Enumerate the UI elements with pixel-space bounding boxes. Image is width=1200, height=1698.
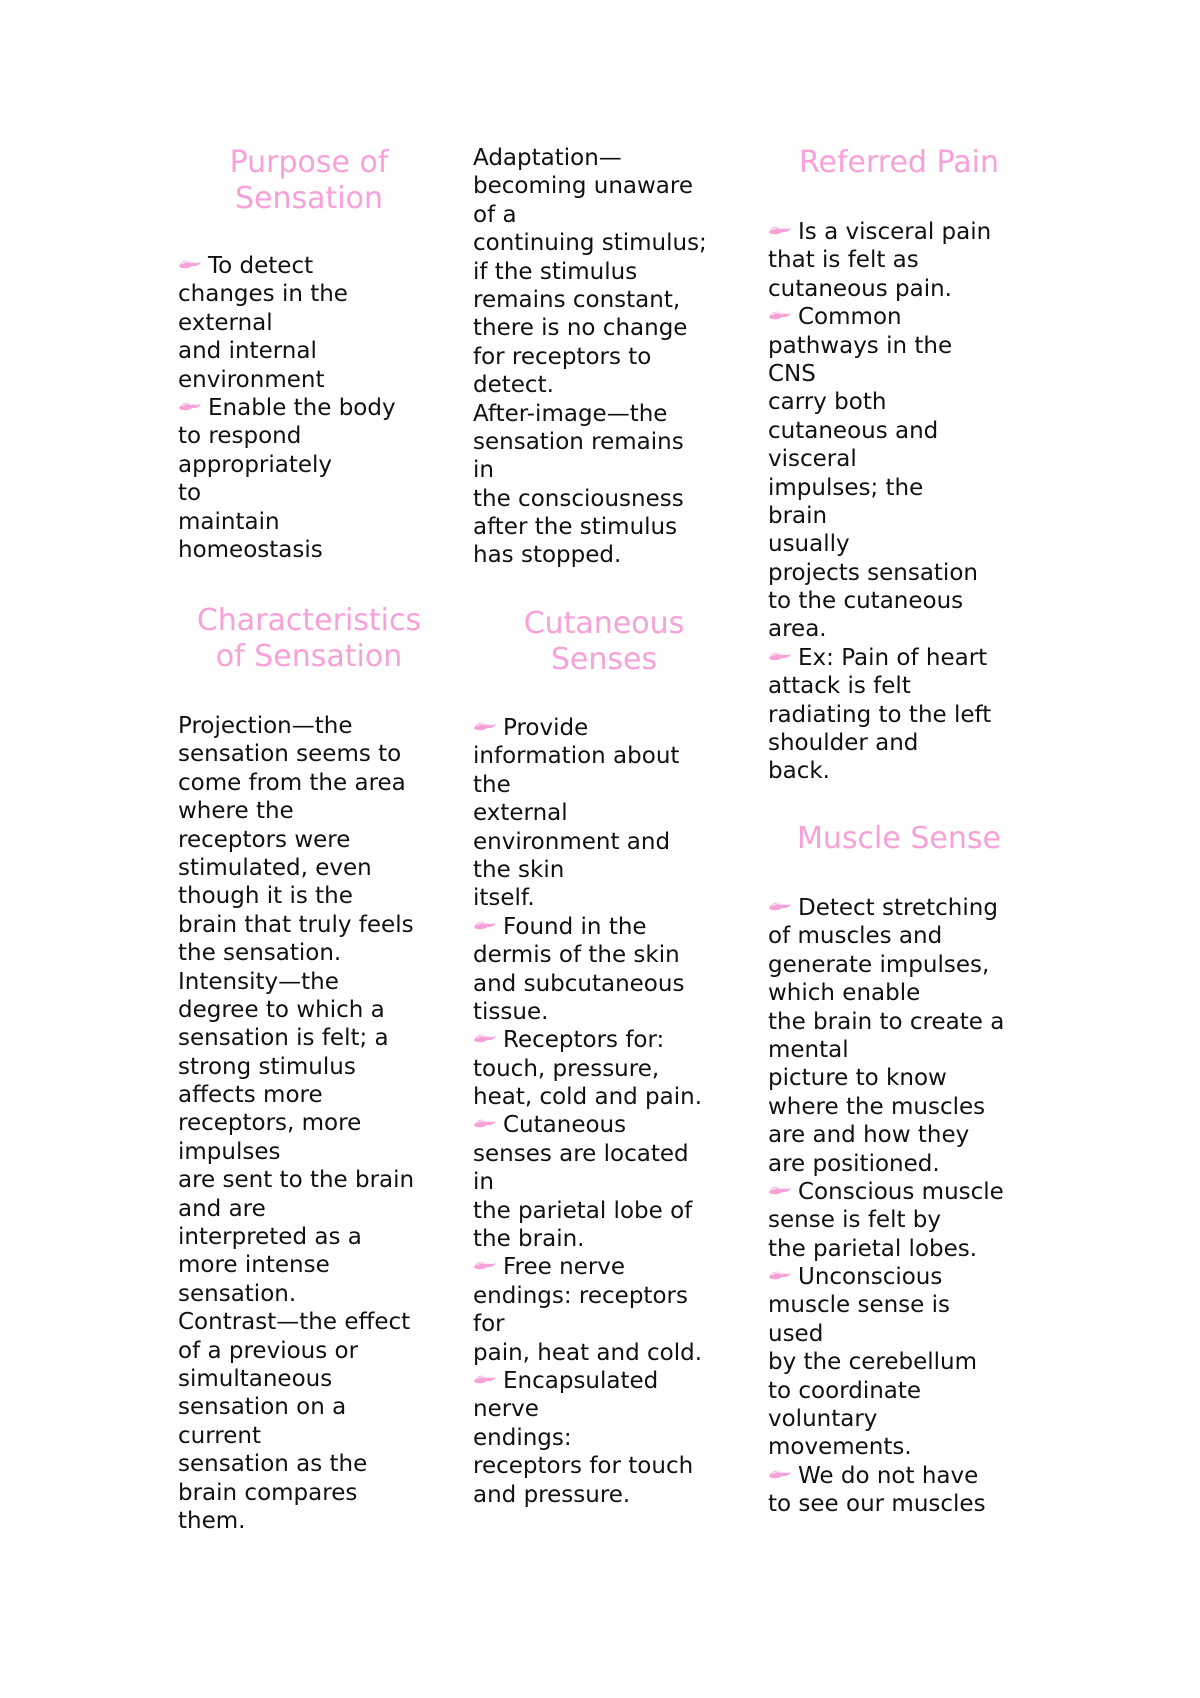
text-line (178, 826, 440, 854)
text-line (178, 252, 440, 280)
text-line (178, 1393, 440, 1421)
line-text: usually (768, 531, 850, 558)
text-line (178, 1365, 440, 1393)
text-line (768, 445, 1030, 473)
text-line (178, 1223, 440, 1251)
line-text: the consciousness (473, 485, 684, 512)
adaptation-after-image-text (473, 144, 735, 570)
text-line (768, 1036, 1030, 1064)
heading-line (178, 145, 440, 181)
line-text: sensation. (178, 1280, 297, 1307)
line-text: shoulder and (768, 730, 919, 757)
text-line (178, 422, 440, 450)
line-text: to the cutaneous (768, 588, 964, 615)
line-text: dermis of the skin (473, 942, 680, 969)
line-text: mental (768, 1036, 849, 1063)
text-line (473, 742, 735, 770)
text-line (178, 451, 440, 479)
line-text: pathways in the (768, 332, 953, 359)
line-text: CNS (768, 360, 816, 387)
text-line (178, 1053, 440, 1081)
text-line (473, 541, 735, 569)
line-text: Enable the body (208, 394, 396, 421)
text-line (178, 996, 440, 1024)
line-text: impulses (178, 1138, 281, 1165)
line-text: are sent to the brain (178, 1167, 415, 1194)
text-line (768, 894, 1030, 922)
line-text: environment and (473, 828, 671, 855)
text-line (768, 360, 1030, 388)
text-line (473, 1310, 735, 1338)
text-line (473, 314, 735, 342)
heading-purpose-of-sensation (178, 145, 440, 217)
heading-line (178, 639, 440, 675)
heading-muscle-sense (768, 821, 1030, 857)
text-line (473, 428, 735, 456)
text-line (473, 144, 735, 172)
line-text: Conscious muscle (798, 1178, 1004, 1205)
text-line (768, 757, 1030, 785)
line-text: detect. (473, 372, 554, 399)
text-line (178, 508, 440, 536)
line-text: for (473, 1311, 505, 1338)
text-line (178, 1138, 440, 1166)
text-line (473, 771, 735, 799)
line-text: Cutaneous (503, 1112, 627, 1139)
line-text: Senses (550, 642, 658, 677)
text-line (473, 913, 735, 941)
line-text: that is felt as (768, 247, 919, 274)
text-line (178, 1251, 440, 1279)
line-text: the skin (473, 856, 565, 883)
line-text: nerve (473, 1396, 539, 1423)
text-line (178, 1479, 440, 1507)
text-line (768, 1235, 1030, 1263)
line-text: Encapsulated (503, 1367, 659, 1394)
line-text: back. (768, 758, 830, 785)
text-line (178, 536, 440, 564)
text-line (178, 1308, 440, 1336)
line-text: and are (178, 1195, 266, 1222)
line-text: and subcutaneous (473, 970, 685, 997)
text-line (768, 1433, 1030, 1461)
line-text: Contrast—the effect (178, 1309, 411, 1336)
text-line (473, 371, 735, 399)
purpose-of-sensation-text (178, 252, 440, 564)
line-text: to coordinate (768, 1377, 922, 1404)
line-text: the (473, 771, 511, 798)
line-text: has stopped. (473, 542, 622, 569)
text-line (178, 394, 440, 422)
pink-bird-icon (768, 649, 792, 663)
text-line (768, 1462, 1030, 1490)
text-line (473, 799, 735, 827)
line-text: maintain (178, 508, 280, 535)
heading-line (178, 603, 440, 639)
line-text: current (178, 1422, 261, 1449)
line-text: sense is felt by (768, 1207, 942, 1234)
text-line (178, 309, 440, 337)
line-text: brain compares (178, 1479, 358, 1506)
text-line (473, 229, 735, 257)
text-line (473, 856, 735, 884)
text-line (473, 1225, 735, 1253)
line-text: the brain to create a (768, 1008, 1005, 1035)
text-line (768, 275, 1030, 303)
text-line (768, 1093, 1030, 1121)
line-text: voluntary (768, 1406, 878, 1433)
text-line (178, 1422, 440, 1450)
line-text: are and how they (768, 1122, 970, 1149)
line-text: movements. (768, 1434, 912, 1461)
text-line (768, 922, 1030, 950)
pink-bird-icon (178, 257, 202, 271)
line-text: and pressure. (473, 1481, 631, 1508)
line-text: if the stimulus (473, 258, 638, 285)
heading-line (473, 606, 735, 642)
line-text: area. (768, 616, 827, 643)
text-line (473, 1395, 735, 1423)
text-line (473, 1083, 735, 1111)
line-text: Projection—the (178, 713, 353, 739)
pink-bird-icon (473, 918, 497, 932)
line-text: in (473, 1169, 494, 1196)
text-line (768, 1206, 1030, 1234)
text-line (178, 1337, 440, 1365)
text-line (473, 1253, 735, 1281)
line-text: interpreted as a (178, 1224, 362, 1251)
line-text: degree to which a (178, 996, 385, 1023)
line-text: Adaptation— (473, 145, 622, 171)
line-text: tissue. (473, 998, 549, 1025)
line-text: Muscle Sense (797, 821, 1001, 856)
line-text: information about (473, 743, 680, 770)
line-text: sensation seems to (178, 741, 402, 768)
line-text: sensation on a (178, 1394, 347, 1421)
line-text: Receptors for: (503, 1027, 665, 1054)
text-line (473, 485, 735, 513)
line-text: appropriately (178, 451, 333, 478)
line-text: receptors were (178, 826, 351, 853)
line-text: sensation remains (473, 428, 684, 455)
cutaneous-senses-text (473, 714, 735, 1509)
characteristics-of-sensation-text (178, 712, 440, 1535)
text-line (178, 882, 440, 910)
line-text: Cutaneous (523, 606, 685, 641)
text-line (768, 417, 1030, 445)
pink-bird-icon (768, 308, 792, 322)
text-line (768, 303, 1030, 331)
text-line (768, 701, 1030, 729)
text-line (768, 1291, 1030, 1319)
text-line (473, 1481, 735, 1509)
line-text: Detect stretching (798, 895, 998, 921)
line-text: continuing stimulus; (473, 230, 707, 257)
pink-bird-icon (768, 223, 792, 237)
line-text: Ex: Pain of heart (798, 644, 988, 671)
line-text: pain, heat and cold. (473, 1339, 703, 1366)
line-text: endings: receptors (473, 1282, 688, 1309)
heading-line (768, 821, 1030, 857)
pink-bird-icon (473, 1372, 497, 1386)
text-line (768, 1377, 1030, 1405)
heading-line (473, 642, 735, 678)
line-text: Common (798, 304, 902, 331)
line-text: to (178, 480, 202, 507)
line-text: of a (473, 201, 517, 228)
pink-bird-icon (473, 1031, 497, 1045)
line-text: changes in the (178, 281, 348, 308)
line-text: of a previous or (178, 1337, 359, 1364)
text-line (178, 939, 440, 967)
line-text: Found in the (503, 913, 647, 940)
text-line (473, 258, 735, 286)
line-text: We do not have (798, 1462, 979, 1489)
line-text: Referred Pain (799, 145, 999, 180)
line-text: more intense (178, 1252, 330, 1279)
pink-bird-icon (473, 719, 497, 733)
line-text: receptors for touch (473, 1453, 694, 1480)
line-text: there is no change (473, 315, 688, 342)
line-text: brain (768, 502, 828, 529)
text-line (473, 1168, 735, 1196)
line-text: Characteristics (196, 603, 422, 638)
text-line (768, 1150, 1030, 1178)
text-line (473, 970, 735, 998)
line-text: them. (178, 1507, 246, 1534)
line-text: heat, cold and pain. (473, 1084, 703, 1111)
text-line (768, 1263, 1030, 1291)
text-line (178, 479, 440, 507)
line-text: strong stimulus (178, 1053, 356, 1080)
text-line (178, 337, 440, 365)
text-line (178, 1280, 440, 1308)
text-line (178, 740, 440, 768)
text-line (768, 502, 1030, 530)
line-text: generate impulses, (768, 951, 990, 978)
text-line (768, 729, 1030, 757)
pink-bird-icon (768, 1268, 792, 1282)
line-text: the brain. (473, 1226, 585, 1253)
text-line (473, 172, 735, 200)
text-line (473, 714, 735, 742)
line-text: where the (178, 798, 294, 825)
text-line (178, 968, 440, 996)
line-text: the parietal lobes. (768, 1235, 978, 1262)
text-line (178, 769, 440, 797)
line-text: Purpose of (229, 145, 389, 180)
line-text: of muscles and (768, 923, 943, 950)
text-line (768, 530, 1030, 558)
text-line (768, 474, 1030, 502)
heading-cutaneous-senses (473, 606, 735, 678)
text-line (768, 672, 1030, 700)
text-line (473, 343, 735, 371)
line-text: receptors, more (178, 1110, 362, 1137)
referred-pain-text (768, 218, 1030, 786)
text-line (178, 1109, 440, 1137)
line-text: used (768, 1320, 824, 1347)
line-text: come from the area (178, 769, 406, 796)
heading-characteristics-of-sensation (178, 603, 440, 675)
text-line (473, 1424, 735, 1452)
line-text: touch, pressure, (473, 1055, 660, 1082)
text-line (473, 1055, 735, 1083)
text-line (473, 286, 735, 314)
line-text: which enable (768, 980, 921, 1007)
text-line (473, 456, 735, 484)
line-text: remains constant, (473, 286, 681, 313)
line-text: though it is the (178, 883, 353, 910)
text-line (768, 332, 1030, 360)
line-text: After-image—the (473, 400, 668, 427)
text-line (473, 998, 735, 1026)
text-line (768, 979, 1030, 1007)
line-text: impulses; the (768, 474, 924, 501)
text-line (178, 280, 440, 308)
line-text: attack is felt (768, 673, 911, 700)
line-text: after the stimulus (473, 514, 678, 541)
text-line (178, 1081, 440, 1109)
line-text: carry both (768, 389, 887, 416)
text-line (473, 884, 735, 912)
line-text: the sensation. (178, 940, 342, 967)
line-text: by the cerebellum (768, 1349, 977, 1376)
line-text: external (473, 800, 568, 827)
text-line (768, 1064, 1030, 1092)
line-text: Unconscious (798, 1264, 943, 1291)
line-text: and internal (178, 338, 317, 365)
text-line (473, 1197, 735, 1225)
text-line (768, 218, 1030, 246)
line-text: cutaneous and (768, 417, 939, 444)
text-line (473, 1452, 735, 1480)
line-text: becoming unaware (473, 173, 694, 200)
text-line (768, 1178, 1030, 1206)
text-line (768, 644, 1030, 672)
pink-bird-icon (768, 1467, 792, 1481)
line-text: brain that truly feels (178, 911, 414, 938)
line-text: of Sensation (215, 639, 403, 674)
text-line (768, 615, 1030, 643)
line-text: muscle sense is (768, 1292, 950, 1319)
text-line (473, 201, 735, 229)
text-line (768, 1008, 1030, 1036)
text-line (473, 941, 735, 969)
text-line (768, 1121, 1030, 1149)
text-line (768, 388, 1030, 416)
text-line (768, 1490, 1030, 1518)
pink-bird-icon (178, 399, 202, 413)
text-line (178, 1166, 440, 1194)
text-line (768, 1405, 1030, 1433)
line-text: radiating to the left (768, 701, 992, 728)
line-text: visceral (768, 446, 857, 473)
line-text: in (473, 457, 494, 484)
pink-bird-icon (768, 899, 792, 913)
text-line (473, 1111, 735, 1139)
text-line (768, 1320, 1030, 1348)
heading-line (768, 145, 1030, 181)
text-line (178, 1195, 440, 1223)
line-text: stimulated, even (178, 854, 372, 881)
text-line (768, 951, 1030, 979)
line-text: picture to know (768, 1065, 947, 1092)
text-line (178, 911, 440, 939)
text-line (768, 587, 1030, 615)
text-line (178, 712, 440, 740)
line-text: simultaneous (178, 1365, 333, 1392)
line-text: for receptors to (473, 343, 652, 370)
line-text: external (178, 309, 273, 336)
text-line (768, 559, 1030, 587)
text-line (768, 1348, 1030, 1376)
text-line (473, 513, 735, 541)
text-line (178, 1507, 440, 1535)
muscle-sense-text (768, 894, 1030, 1519)
text-line (473, 1026, 735, 1054)
text-line (473, 1140, 735, 1168)
text-line (473, 1282, 735, 1310)
line-text: To detect (208, 253, 314, 279)
line-text: Sensation (235, 181, 383, 216)
text-line (178, 854, 440, 882)
line-text: homeostasis (178, 536, 323, 563)
line-text: Provide (503, 715, 589, 741)
text-line (178, 1024, 440, 1052)
line-text: Is a visceral pain (798, 219, 992, 245)
line-text: Intensity—the (178, 968, 339, 995)
text-line (473, 1367, 735, 1395)
pink-bird-icon (473, 1258, 497, 1272)
line-text: environment (178, 366, 325, 393)
line-text: itself. (473, 885, 535, 912)
line-text: sensation as the (178, 1451, 368, 1478)
line-text: cutaneous pain. (768, 275, 952, 302)
line-text: are positioned. (768, 1150, 940, 1177)
text-line (473, 400, 735, 428)
heading-line (178, 181, 440, 217)
line-text: the parietal lobe of (473, 1197, 693, 1224)
line-text: affects more (178, 1082, 323, 1109)
text-line (473, 1339, 735, 1367)
text-line (473, 828, 735, 856)
line-text: senses are located (473, 1140, 689, 1167)
line-text: Free nerve (503, 1254, 626, 1281)
line-text: projects sensation (768, 559, 978, 586)
text-line (178, 797, 440, 825)
line-text: endings: (473, 1424, 572, 1451)
line-text: to respond (178, 423, 302, 450)
heading-referred-pain (768, 145, 1030, 181)
line-text: sensation is felt; a (178, 1025, 389, 1052)
text-line (768, 246, 1030, 274)
line-text: where the muscles (768, 1093, 986, 1120)
text-line (178, 366, 440, 394)
pink-bird-icon (473, 1116, 497, 1130)
text-line (178, 1450, 440, 1478)
line-text: to see our muscles (768, 1491, 986, 1518)
pink-bird-icon (768, 1183, 792, 1197)
